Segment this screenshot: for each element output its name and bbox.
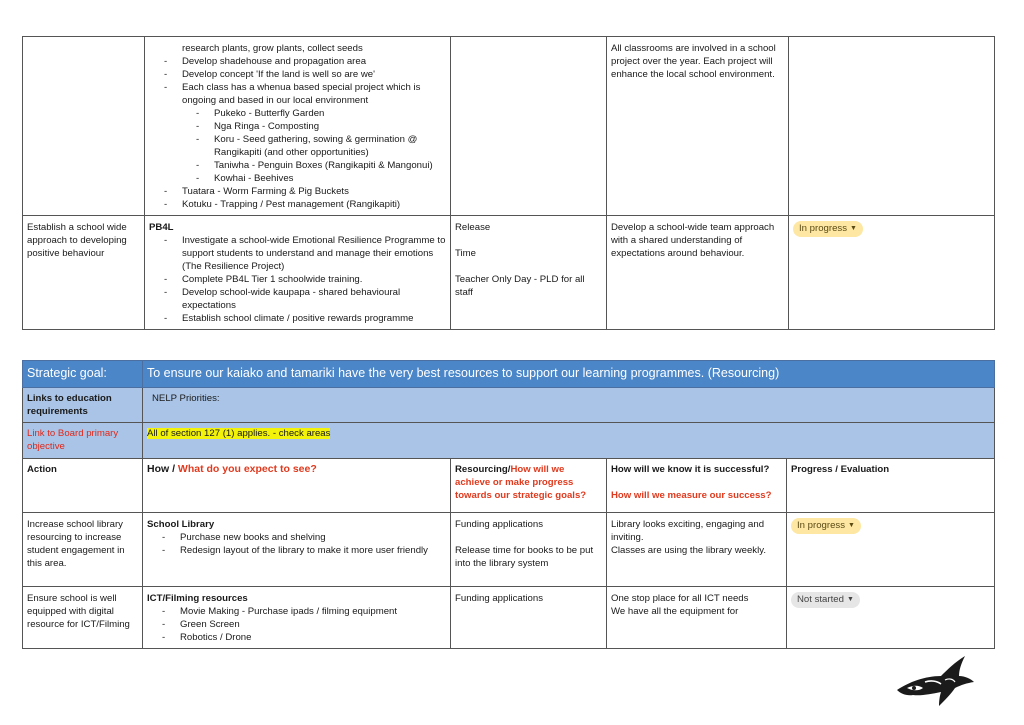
list-item: - Movie Making - Purchase ipads / filming equipment: [162, 605, 446, 618]
action-cell: Establish a school wide approach to developing positive behaviour: [23, 216, 145, 330]
action-cell: Increase school library resourcing to increase student engagement in this area.: [23, 513, 143, 587]
shark-logo-icon: [895, 652, 975, 712]
list-item: - Redesign layout of the library to make it more user friendly: [162, 544, 446, 557]
library-row: [23, 513, 995, 587]
class-projects-list: [182, 107, 446, 185]
strategic-goal-row: [23, 361, 995, 388]
list-item: - Develop shadehouse and propagation area: [164, 55, 446, 68]
action-cell: Ensure school is well equipped with digital resource for ICT/Filming: [23, 587, 143, 649]
continuation-row: [23, 37, 995, 216]
header-resourcing-red: How will we achieve or make progress towards our strategic goals?: [455, 464, 587, 501]
action-cell: [23, 37, 145, 216]
how-title: School Library: [147, 519, 215, 530]
header-how: [143, 459, 451, 513]
resourcing-line: Time: [455, 248, 476, 259]
ict-row: [23, 587, 995, 649]
success-cell: [607, 513, 787, 587]
list-item: - Complete PB4L Tier 1 schoolwide training.: [164, 273, 446, 286]
status-dropdown[interactable]: [793, 221, 863, 237]
list-item: [164, 81, 446, 185]
progress-cell: [787, 513, 995, 587]
list-item: - Nga Ringa - Composting: [196, 120, 446, 133]
action-plan-table-resourcing: [22, 360, 995, 649]
status-dropdown[interactable]: [791, 592, 860, 608]
dropdown-arrow-icon: ▼: [850, 225, 857, 232]
resourcing-line: Release: [455, 222, 491, 233]
list-item: - Robotics / Drone: [162, 631, 446, 644]
list-item: - Tuatara - Worm Farming & Pig Buckets: [164, 185, 446, 198]
header-action: Action: [23, 459, 143, 513]
board-label: Link to Board primary objective: [23, 423, 143, 459]
pb4l-row: [23, 216, 995, 330]
resourcing-line: Teacher Only Day - PLD for all staff: [455, 274, 585, 298]
header-success-text: How will we know it is successful?: [611, 464, 770, 475]
resourcing-cell: [451, 513, 607, 587]
header-progress: Progress / Evaluation: [787, 459, 995, 513]
how-list: [149, 55, 446, 211]
links-row: [23, 388, 995, 423]
header-success: [607, 459, 787, 513]
status-label: Not started: [797, 594, 844, 605]
list-item-text: Each class has a whenua based special project which is ongoing and based in our local environment: [182, 82, 421, 106]
board-row: [23, 423, 995, 459]
success-line: We have all the equipment for: [611, 606, 739, 617]
board-value: [143, 423, 995, 459]
list-item: - Taniwha - Penguin Boxes (Rangikapiti & Mangonui): [196, 159, 446, 172]
success-line: Classes are using the library weekly.: [611, 545, 766, 556]
strategic-goal-text: To ensure our kaiako and tamariki have the very best resources to support our learning programmes. (Resourcing): [143, 361, 995, 388]
resourcing-cell: [451, 37, 607, 216]
list-item: - Develop concept 'If the land is well so are we': [164, 68, 446, 81]
resourcing-cell: [451, 216, 607, 330]
header-row: [23, 459, 995, 513]
list-item: research plants, grow plants, collect seeds: [182, 43, 363, 54]
list-item: - Green Screen: [162, 618, 446, 631]
dropdown-arrow-icon: ▼: [846, 596, 854, 603]
success-line: One stop place for all ICT needs: [611, 593, 749, 604]
list-item: - Establish school climate / positive rewards programme: [164, 312, 446, 325]
how-cell: [143, 587, 451, 649]
links-value: NELP Priorities:: [143, 388, 995, 423]
success-line: Library looks exciting, engaging and inviting.: [611, 519, 765, 543]
success-cell: All classrooms are involved in a school project over the year. Each project will enhance the local school environment.: [607, 37, 789, 216]
how-cell: [143, 513, 451, 587]
how-list: [147, 605, 446, 644]
status-dropdown[interactable]: [791, 518, 861, 534]
progress-cell: [787, 587, 995, 649]
highlighted-text: All of section 127 (1) applies. - check areas: [147, 428, 331, 439]
how-list: [147, 531, 446, 557]
header-resourcing: [451, 459, 607, 513]
resourcing-line: Funding applications: [455, 519, 544, 530]
how-cell: [145, 37, 451, 216]
list-item: - Kowhai - Beehives: [196, 172, 446, 185]
success-cell: [607, 587, 787, 649]
links-label: Links to education requirements: [23, 388, 143, 423]
resourcing-line: Release time for books to be put into the library system: [455, 545, 594, 569]
header-success-red: How will we measure our success?: [611, 490, 772, 501]
how-list: [149, 234, 446, 325]
resourcing-cell: Funding applications: [451, 587, 607, 649]
list-item: - Investigate a school-wide Emotional Resilience Programme to support students to understand and manage their emotions (The Resilience Project): [164, 234, 446, 273]
status-label: In progress: [799, 223, 847, 234]
header-how-text: How /: [147, 463, 178, 475]
list-item: - Develop school-wide kaupapa - shared behavioural expectations: [164, 286, 446, 312]
how-cell: [145, 216, 451, 330]
status-label: In progress: [797, 520, 845, 531]
list-item: - Kotuku - Trapping / Pest management (Rangikapiti): [164, 198, 446, 211]
list-item: - Pukeko - Butterfly Garden: [196, 107, 446, 120]
header-resourcing-text: Resourcing/: [455, 464, 511, 475]
progress-cell: [789, 37, 995, 216]
progress-cell: [789, 216, 995, 330]
dropdown-arrow-icon: ▼: [848, 522, 855, 529]
action-plan-table-top: [22, 36, 995, 330]
strategic-goal-label: Strategic goal:: [23, 361, 143, 388]
success-cell: Develop a school-wide team approach with a shared understanding of expectations around behaviour.: [607, 216, 789, 330]
how-title: ICT/Filming resources: [147, 593, 248, 604]
list-item: - Purchase new books and shelving: [162, 531, 446, 544]
how-title: PB4L: [149, 222, 174, 233]
header-how-red: What do you expect to see?: [177, 463, 317, 475]
list-item: - Koru - Seed gathering, sowing & germination @ Rangikapiti (and other opportunities): [196, 133, 446, 159]
